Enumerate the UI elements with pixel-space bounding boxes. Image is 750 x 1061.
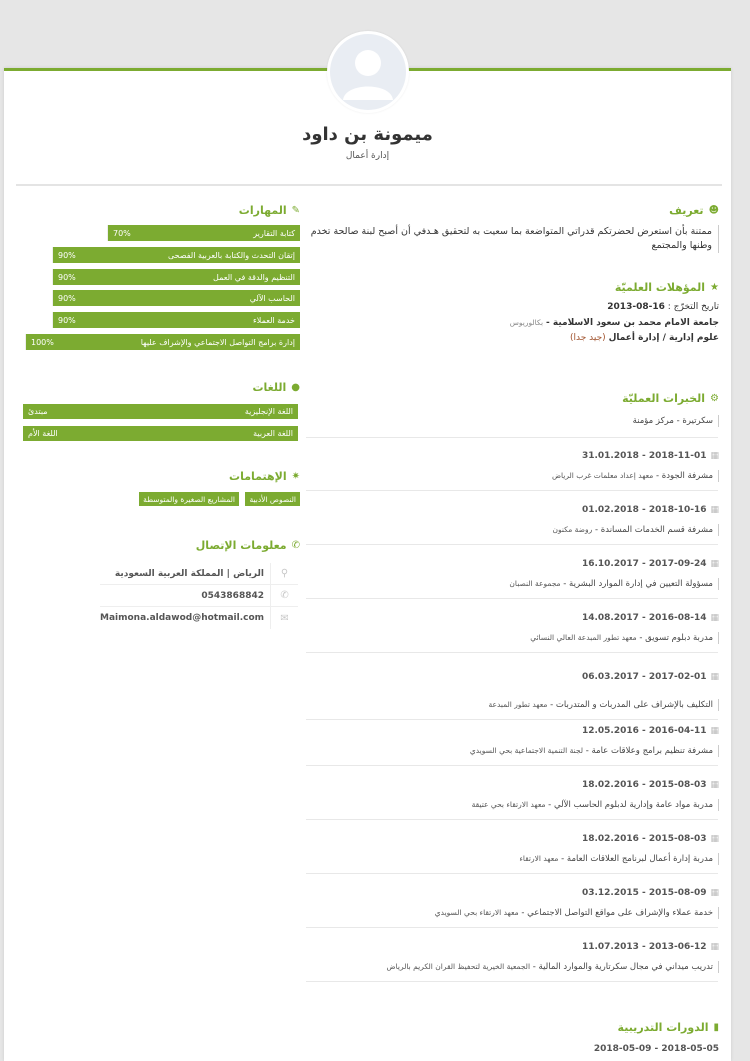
experience-role: التكليف بالإشراف على المدربات و المتدربات xyxy=(555,700,713,710)
experience-divider xyxy=(306,873,718,874)
about-heading: ☻ تعريف xyxy=(669,204,719,217)
calendar-icon: ▦ xyxy=(710,505,719,515)
experience-org: معهد الارتقاء xyxy=(519,854,559,863)
university: جامعة الامام محمد بن سعود الاسلامية - xyxy=(546,318,719,328)
education-major-row xyxy=(570,333,719,343)
skill-level: 90% xyxy=(58,250,76,260)
experience-date: ▦ 2017-02-01 - 06.03.2017 xyxy=(581,672,719,682)
experience-divider xyxy=(306,927,718,928)
skill-label: إدارة برامج التواصل الاجتماعي والإشراف عليها xyxy=(140,337,295,347)
experience-divider xyxy=(306,819,718,820)
phone-icon: ✆ xyxy=(270,585,298,607)
speech-bubble-icon: ● xyxy=(291,382,300,393)
language-row: اللغة العربية اللغة الأم xyxy=(23,426,298,441)
calendar-icon: ▦ xyxy=(710,672,719,682)
interests-heading: ✷ الإهتمامات xyxy=(229,470,300,483)
resume-paper xyxy=(4,68,731,1061)
experience-date: ▦ 2013-06-12 - 11.07.2013 xyxy=(581,942,719,952)
experience-divider xyxy=(306,437,718,438)
calendar-icon: ▦ xyxy=(710,559,719,569)
experience-divider xyxy=(306,490,718,491)
skill-bar xyxy=(52,312,300,328)
grade: (جيد جدا) xyxy=(570,333,606,343)
calendar-icon: ▦ xyxy=(710,780,719,790)
experience-date: ▦ 2015-08-03 - 18.02.2016 xyxy=(581,834,719,844)
contact-email[interactable]: Maimona.aldawod@hotmail.com xyxy=(100,613,265,623)
education-heading: ★ المؤهلات العلميّة xyxy=(614,281,719,294)
skill-label: كتابة التقارير xyxy=(253,228,295,238)
experience-role: مشرفة قسم الخدمات المساندة xyxy=(600,525,713,535)
skill-level: 90% xyxy=(58,293,76,303)
calendar-icon: ▦ xyxy=(710,613,719,623)
experience-org: الجمعية الخيرية لتحفيظ القران الكريم بالرياض xyxy=(386,962,531,971)
skill-bar xyxy=(52,290,300,306)
interest-tag: المشاريع الصغيرة والمتوسطة xyxy=(139,492,239,506)
experience-description: مشرفة تنظيم برامج وعلاقات عامة - لجنة التنمية الاجتماعية بحي السويدي xyxy=(470,745,719,757)
profile-title: إدارة أعمال xyxy=(345,151,390,161)
experience-description: مسؤولة التعيين في إدارة الموارد البشرية - مجموعة النصبان xyxy=(509,578,719,590)
experience-description: مشرفة قسم الخدمات المساندة - روضة مكنون xyxy=(552,524,719,536)
major: علوم إدارية / إدارة أعمال xyxy=(608,333,719,343)
grad-label: تاريخ التخرّج : xyxy=(667,302,719,312)
interest-tag: النصوص الأدبية xyxy=(245,492,300,506)
user-icon: ☻ xyxy=(708,205,719,216)
experience-org: معهد إعداد معلمات غرب الرياض xyxy=(551,471,654,480)
calendar-icon: ▦ xyxy=(710,726,719,736)
experience-role: مشرفة تنظيم برامج وعلاقات عامة xyxy=(591,746,713,756)
skill-label: خدمة العملاء xyxy=(253,315,295,325)
skill-label: إتقان التحدث والكتابة بالعربية الفصحى xyxy=(167,250,295,260)
phone-icon: ✆ xyxy=(291,540,300,551)
experience-description: تدريب ميداني في مجال سكرتارية والموارد المالية - الجمعية الخيرية لتحفيظ القران الكريم بالرياض xyxy=(387,961,719,973)
experience-date: ▦ 2018-10-16 - 01.02.2018 xyxy=(581,505,719,515)
training-date: 2018-05-05 - 2018-05-09 xyxy=(593,1044,719,1054)
experience-org: معهد الارتقاء بحي عتيقة xyxy=(471,800,546,809)
document-icon: ▮ xyxy=(713,1022,719,1033)
experience-description: مدربة إدارة أعمال لبرنامج العلاقات العامة - معهد الارتقاء xyxy=(519,853,719,865)
experience-role: مشرفة الجودة xyxy=(661,471,713,481)
skill-level: 100% xyxy=(31,337,54,347)
experience-description: التكليف بالإشراف على المدربات و المتدربات - معهد تطور المبدعة xyxy=(488,699,719,711)
experience-date: ▦ 2016-04-11 - 12.05.2016 xyxy=(581,726,719,736)
map-pin-icon: ⚲ xyxy=(270,563,298,585)
pencil-icon: ✎ xyxy=(291,205,300,216)
experience-divider xyxy=(306,765,718,766)
calendar-icon: ▦ xyxy=(710,888,719,898)
contact-phone[interactable]: 0543868842 xyxy=(201,590,264,601)
calendar-icon: ▦ xyxy=(710,834,719,844)
skills-heading: ✎ المهارات xyxy=(238,204,300,217)
experience-role: مسؤولة التعيين في إدارة الموارد البشرية xyxy=(569,579,713,589)
education-university-row xyxy=(510,318,719,328)
calendar-icon: ▦ xyxy=(710,451,719,461)
experience-org: معهد الارتقاء بحي السويدي xyxy=(434,908,519,917)
experience-role: خدمة عملاء والإشراف على مواقع التواصل الاجتماعي xyxy=(527,908,713,918)
experience-role: مدربة مواد عامة وإدارية لدبلوم الحاسب الآلي xyxy=(553,800,713,810)
experience-org: معهد تطور المبدعة xyxy=(488,700,548,709)
profile-name: ميمونة بن داود xyxy=(302,124,433,145)
experience-divider xyxy=(306,981,718,982)
about-text: ممتنة بأن استعرض لحضرتكم قدراتي المتواضعة بما سعيت به لتحقيق هـدفي أن أصبح لبنة صالحة تخدم وطنها والمجتمع xyxy=(307,225,719,253)
experience-role: مدربة إدارة أعمال لبرنامج العلاقات العامة xyxy=(566,854,713,864)
skill-level: 70% xyxy=(113,228,131,238)
calendar-icon: ▦ xyxy=(710,942,719,952)
skill-label: التنظيم والدقة في العمل xyxy=(213,272,295,282)
skill-label: الحاسب الآلي xyxy=(249,293,295,303)
skill-bar xyxy=(25,334,300,350)
skill-bar xyxy=(52,269,300,285)
experience-org: معهد تطور المبدعة العالي النسائي xyxy=(530,633,637,642)
circle-icon: ✷ xyxy=(291,471,300,482)
contact-location-row xyxy=(100,563,298,585)
grad-date: 16-08-2013 xyxy=(607,302,665,312)
experience-divider xyxy=(306,544,718,545)
skill-level: 90% xyxy=(58,272,76,282)
experience-date: ▦ 2017-09-24 - 16.10.2017 xyxy=(581,559,719,569)
experience-divider xyxy=(306,598,718,599)
experience-description: مدربة دبلوم تسويق - معهد تطور المبدعة العالي النسائي xyxy=(530,632,719,644)
experience-role: مدربة دبلوم تسويق xyxy=(645,633,713,643)
training-heading: ▮ الدورات التدريبية xyxy=(617,1021,719,1034)
experience-description: خدمة عملاء والإشراف على مواقع التواصل الاجتماعي - معهد الارتقاء بحي السويدي xyxy=(435,907,719,919)
languages-heading: ● اللغات xyxy=(252,381,300,394)
degree: بكالوريوس xyxy=(509,318,544,327)
experience-date: ▦ 2015-08-03 - 18.02.2016 xyxy=(581,780,719,790)
star-icon: ★ xyxy=(710,282,719,293)
experience-org: روضة مكنون xyxy=(552,525,593,534)
experience-date: ▦ 2015-08-09 - 03.12.2015 xyxy=(581,888,719,898)
avatar xyxy=(327,31,409,113)
contact-heading: ✆ معلومات الإتصال xyxy=(195,539,300,552)
contact-email-row xyxy=(100,607,298,629)
contact-phone-row xyxy=(100,585,298,607)
current-job: سكرتيرة - مركز مؤمنة xyxy=(633,415,719,427)
header-divider xyxy=(16,184,722,186)
experience-divider xyxy=(306,652,718,653)
gear-icon: ⚙ xyxy=(710,393,719,404)
avatar-placeholder-icon xyxy=(330,34,406,110)
experience-org: مجموعة النصبان xyxy=(509,579,561,588)
language-row: اللغة الإنجليزية مبتدئ xyxy=(23,404,298,419)
experience-heading: ⚙ الخبرات العمليّة xyxy=(622,392,719,405)
experience-date: ▦ 2018-11-01 - 31.01.2018 xyxy=(581,451,719,461)
experience-description: مشرفة الجودة - معهد إعداد معلمات غرب الرياض xyxy=(552,470,719,482)
experience-divider xyxy=(306,719,718,720)
envelope-icon: ✉ xyxy=(270,607,298,629)
skill-level: 90% xyxy=(58,315,76,325)
experience-date: ▦ 2016-08-14 - 14.08.2017 xyxy=(581,613,719,623)
experience-org: لجنة التنمية الاجتماعية بحي السويدي xyxy=(469,746,583,755)
contact-location: الرياض | المملكة العربية السعودية xyxy=(114,568,264,579)
skill-bar xyxy=(107,225,300,241)
education-grad-row xyxy=(607,302,719,312)
experience-description: مدربة مواد عامة وإدارية لدبلوم الحاسب الآلي - معهد الارتقاء بحي عتيقة xyxy=(472,799,719,811)
skill-bar xyxy=(52,247,300,263)
experience-role: تدريب ميداني في مجال سكرتارية والموارد المالية xyxy=(538,962,713,972)
